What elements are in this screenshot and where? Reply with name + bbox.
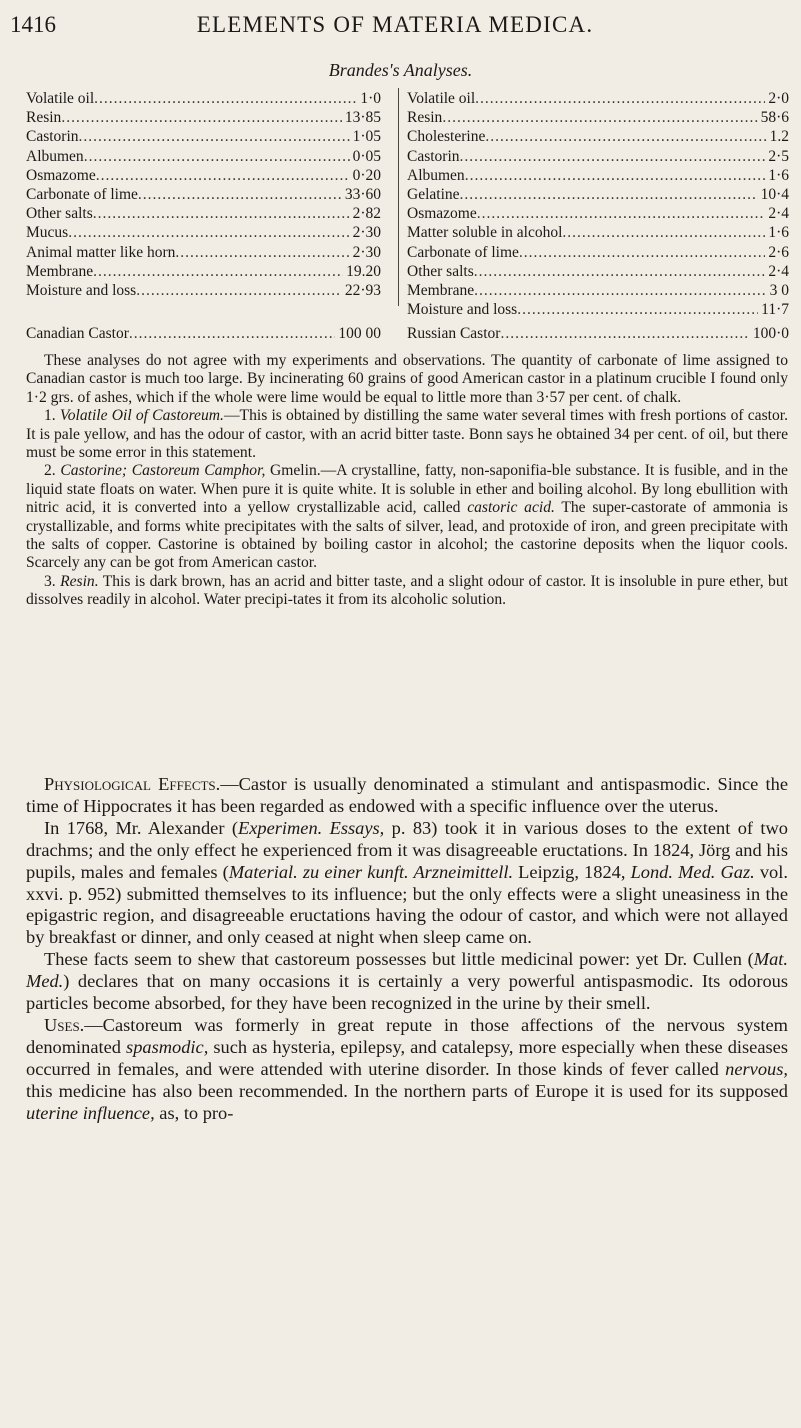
- component-label: Volatile oil: [407, 90, 476, 107]
- component-value: 2·30: [352, 243, 381, 261]
- component-value: 2·4: [768, 262, 789, 280]
- component-value: 2·6: [768, 243, 789, 261]
- component-label: Matter soluble in alcohol: [407, 224, 563, 242]
- component-label: Other salts: [26, 205, 93, 223]
- component-label: Resin: [407, 109, 443, 127]
- component-label: Osmazome: [407, 205, 477, 223]
- cullen-paragraph: These facts seem to shew that castoreum possesses but little medicinal power: yet Dr. Cullen (Mat. Med.) declares that on many occasions it is certainly a very powerful antispasmodic. Its odorous particles become absorbed, for they have been recognized in the urine by their smell.: [26, 949, 788, 1014]
- component-value: 2·30: [352, 224, 381, 242]
- component-value: 2·4: [768, 205, 789, 223]
- component-label: Albumen: [407, 166, 465, 184]
- table-row: [26, 243, 381, 262]
- component-label: Osmazome: [26, 166, 96, 184]
- component-label: Volatile oil: [26, 90, 95, 107]
- table-row: [26, 108, 381, 127]
- component-label: Other salts: [407, 262, 474, 280]
- component-label: Moisture and loss: [407, 301, 518, 319]
- physiological-effects-paragraph: Physiological Effects.—Castor is usually denominated a stimulant and antispasmodic. Since the time of Hippocrates it has been regarded as endowed with a specific influence over the uterus.: [26, 774, 788, 816]
- component-value: 3 0: [769, 281, 789, 299]
- table-row: [26, 204, 381, 223]
- table-caption: Brandes's Analyses.: [328, 60, 473, 80]
- table-row: [407, 147, 789, 166]
- column-divider: [398, 88, 399, 306]
- item-title: Castorine;: [60, 462, 128, 480]
- component-label: Animal matter like horn: [26, 243, 176, 261]
- table-row: [407, 281, 789, 300]
- running-title: ELEMENTS OF MATERIA MEDICA.: [196, 12, 594, 37]
- alexander-paragraph: In 1768, Mr. Alexander (Experimen. Essays, p. 83) took it in various doses to the extent of two drachms; and the only effect he experienced from it was disagreeable eructations. In 1824, Jörg and his pupils, males and females (Material. zu einer kunft. Arzneimittell. Leipzig, 1824, Lond. Med. Gaz. vol. xxvi. p. 952) submitted themselves to its influence; but the only effects were a slight uneasiness in the epigastric region, and disagreeable eructations having the odour of castor, and which were not allayed by breakfast or dinner, and only ceased at night when sleep came on.: [26, 817, 789, 948]
- component-value: 33·60: [344, 185, 381, 203]
- canadian-total: [26, 325, 381, 345]
- component-value: 1·05: [352, 128, 381, 146]
- component-label: Albumen: [26, 147, 84, 165]
- small-print-section: [26, 352, 788, 610]
- component-value: 11·7: [761, 301, 789, 319]
- table-row: [407, 223, 789, 242]
- total-value: 100 00: [338, 325, 381, 342]
- main-print-section: [26, 774, 788, 1125]
- component-label: Castorin: [26, 128, 79, 146]
- table-row: [407, 185, 789, 204]
- analyses-paragraph: These analyses do not agree with my experiments and observations. The quantity of carbonate of lime assigned to Canadian castor is much too large. By incinerating 60 grains of good American castor in a platinum crucible I found only 1·2 grs. of ashes, which if the whole were lime would be equal to little more than 3·57 per cent. of chalk.: [26, 352, 788, 406]
- page-number: 1416: [10, 12, 56, 37]
- table-row: [407, 300, 789, 319]
- table-row: [407, 204, 789, 223]
- component-value: 2·5: [768, 147, 789, 165]
- volatile-oil-paragraph: 1. Volatile Oil of Castoreum.—This is obtained by distilling the same water several times with fresh portions of castor. It is pale yellow, and has the odour of castor, with an acrid bitter taste. Bonn says he obtained 34 per cent. of oil, but there must be some error in this statement.: [26, 407, 789, 462]
- item-title: Resin.: [60, 572, 99, 590]
- page-header: [10, 8, 780, 42]
- castorine-paragraph: 2. Castorine; Castoreum Camphor, Gmelin.—A crystalline, fatty, non-saponifia-ble substance. It is fusible, and in the liquid state floats on water. When pure it is quite white. It is soluble in ether and boiling alcohol. By long ebullition with nitric acid, it is converted into a yellow crystallizable acid, called castoric acid. The super-castorate of ammonia is crystallizable, and forms white precipitates with the salts of silver, lead, and protoxide of iron, and green precipitate with the salts of copper. Castorine is obtained by boiling castor in alcohol; the castorine deposits when the liquor cools. Scarcely any can be got from American castor.: [26, 462, 788, 572]
- component-value: 1·6: [768, 224, 789, 242]
- table-row: [26, 127, 381, 146]
- component-value: 1.2: [769, 128, 789, 146]
- canadian-analysis-table: [26, 89, 381, 300]
- component-label: Membrane: [407, 281, 475, 299]
- item-title: Volatile Oil of Castoreum.: [59, 407, 224, 425]
- component-label: Gelatine: [407, 185, 460, 203]
- table-row: [26, 166, 381, 185]
- castoric-acid-term: castoric acid.: [467, 499, 555, 517]
- component-value: 58·6: [760, 109, 789, 127]
- section-heading: Physiological Effects.: [44, 774, 221, 794]
- component-label: Carbonate of lime: [26, 185, 138, 203]
- table-row: [407, 89, 789, 108]
- component-value: 0·20: [352, 166, 381, 184]
- component-label: Cholesterine: [407, 128, 486, 146]
- total-label: Canadian Castor: [26, 325, 129, 342]
- table-row: [26, 262, 381, 281]
- resin-paragraph: 3. Resin. This is dark brown, has an acrid and bitter taste, and a slight odour of castor. It is insoluble in pure ether, but dissolves readily in alcohol. Water precipi-tates it from its alcoholic solution.: [26, 572, 788, 609]
- component-value: 2·0: [768, 90, 789, 107]
- component-value: 22·93: [344, 281, 381, 299]
- table-row: [407, 243, 789, 262]
- table-row: [26, 281, 381, 300]
- russian-analysis-table: [407, 89, 789, 319]
- table-row: [26, 147, 381, 166]
- component-label: Membrane: [26, 262, 94, 280]
- component-value: 2·82: [352, 205, 381, 223]
- total-value: 100·0: [752, 325, 789, 342]
- table-row: [26, 89, 381, 108]
- item-subtitle: Castoreum Camphor,: [131, 462, 266, 480]
- component-label: Resin: [26, 109, 62, 127]
- table-row: [26, 185, 381, 204]
- component-value: 1·6: [768, 166, 789, 184]
- component-label: Carbonate of lime: [407, 243, 519, 261]
- component-value: 13·85: [344, 109, 381, 127]
- table-row: [407, 127, 789, 146]
- table-row: [407, 108, 789, 127]
- component-value: 19.20: [346, 262, 381, 280]
- russian-total: [407, 325, 789, 345]
- component-value: 10·4: [760, 185, 789, 203]
- table-row: [407, 262, 789, 281]
- uses-paragraph: Uses.—Castoreum was formerly in great repute in those affections of the nervous system denominated spasmodic, such as hysteria, epilepsy, and catalepsy, more especially when these diseases occurred in females, and were attended with uterine disorder. In those kinds of fever called nervous, this medicine has also been recommended. In the northern parts of Europe it is used for its supposed uterine influence, as, to pro-: [26, 1014, 788, 1123]
- section-heading: Uses.: [44, 1014, 85, 1035]
- component-value: 0·05: [352, 147, 381, 165]
- component-value: 1·0: [360, 90, 381, 107]
- total-label: Russian Castor: [407, 325, 501, 342]
- table-row: [407, 166, 789, 185]
- component-label: Moisture and loss: [26, 281, 137, 299]
- table-row: [26, 223, 381, 242]
- component-label: Mucus: [26, 224, 69, 242]
- component-label: Castorin: [407, 147, 460, 165]
